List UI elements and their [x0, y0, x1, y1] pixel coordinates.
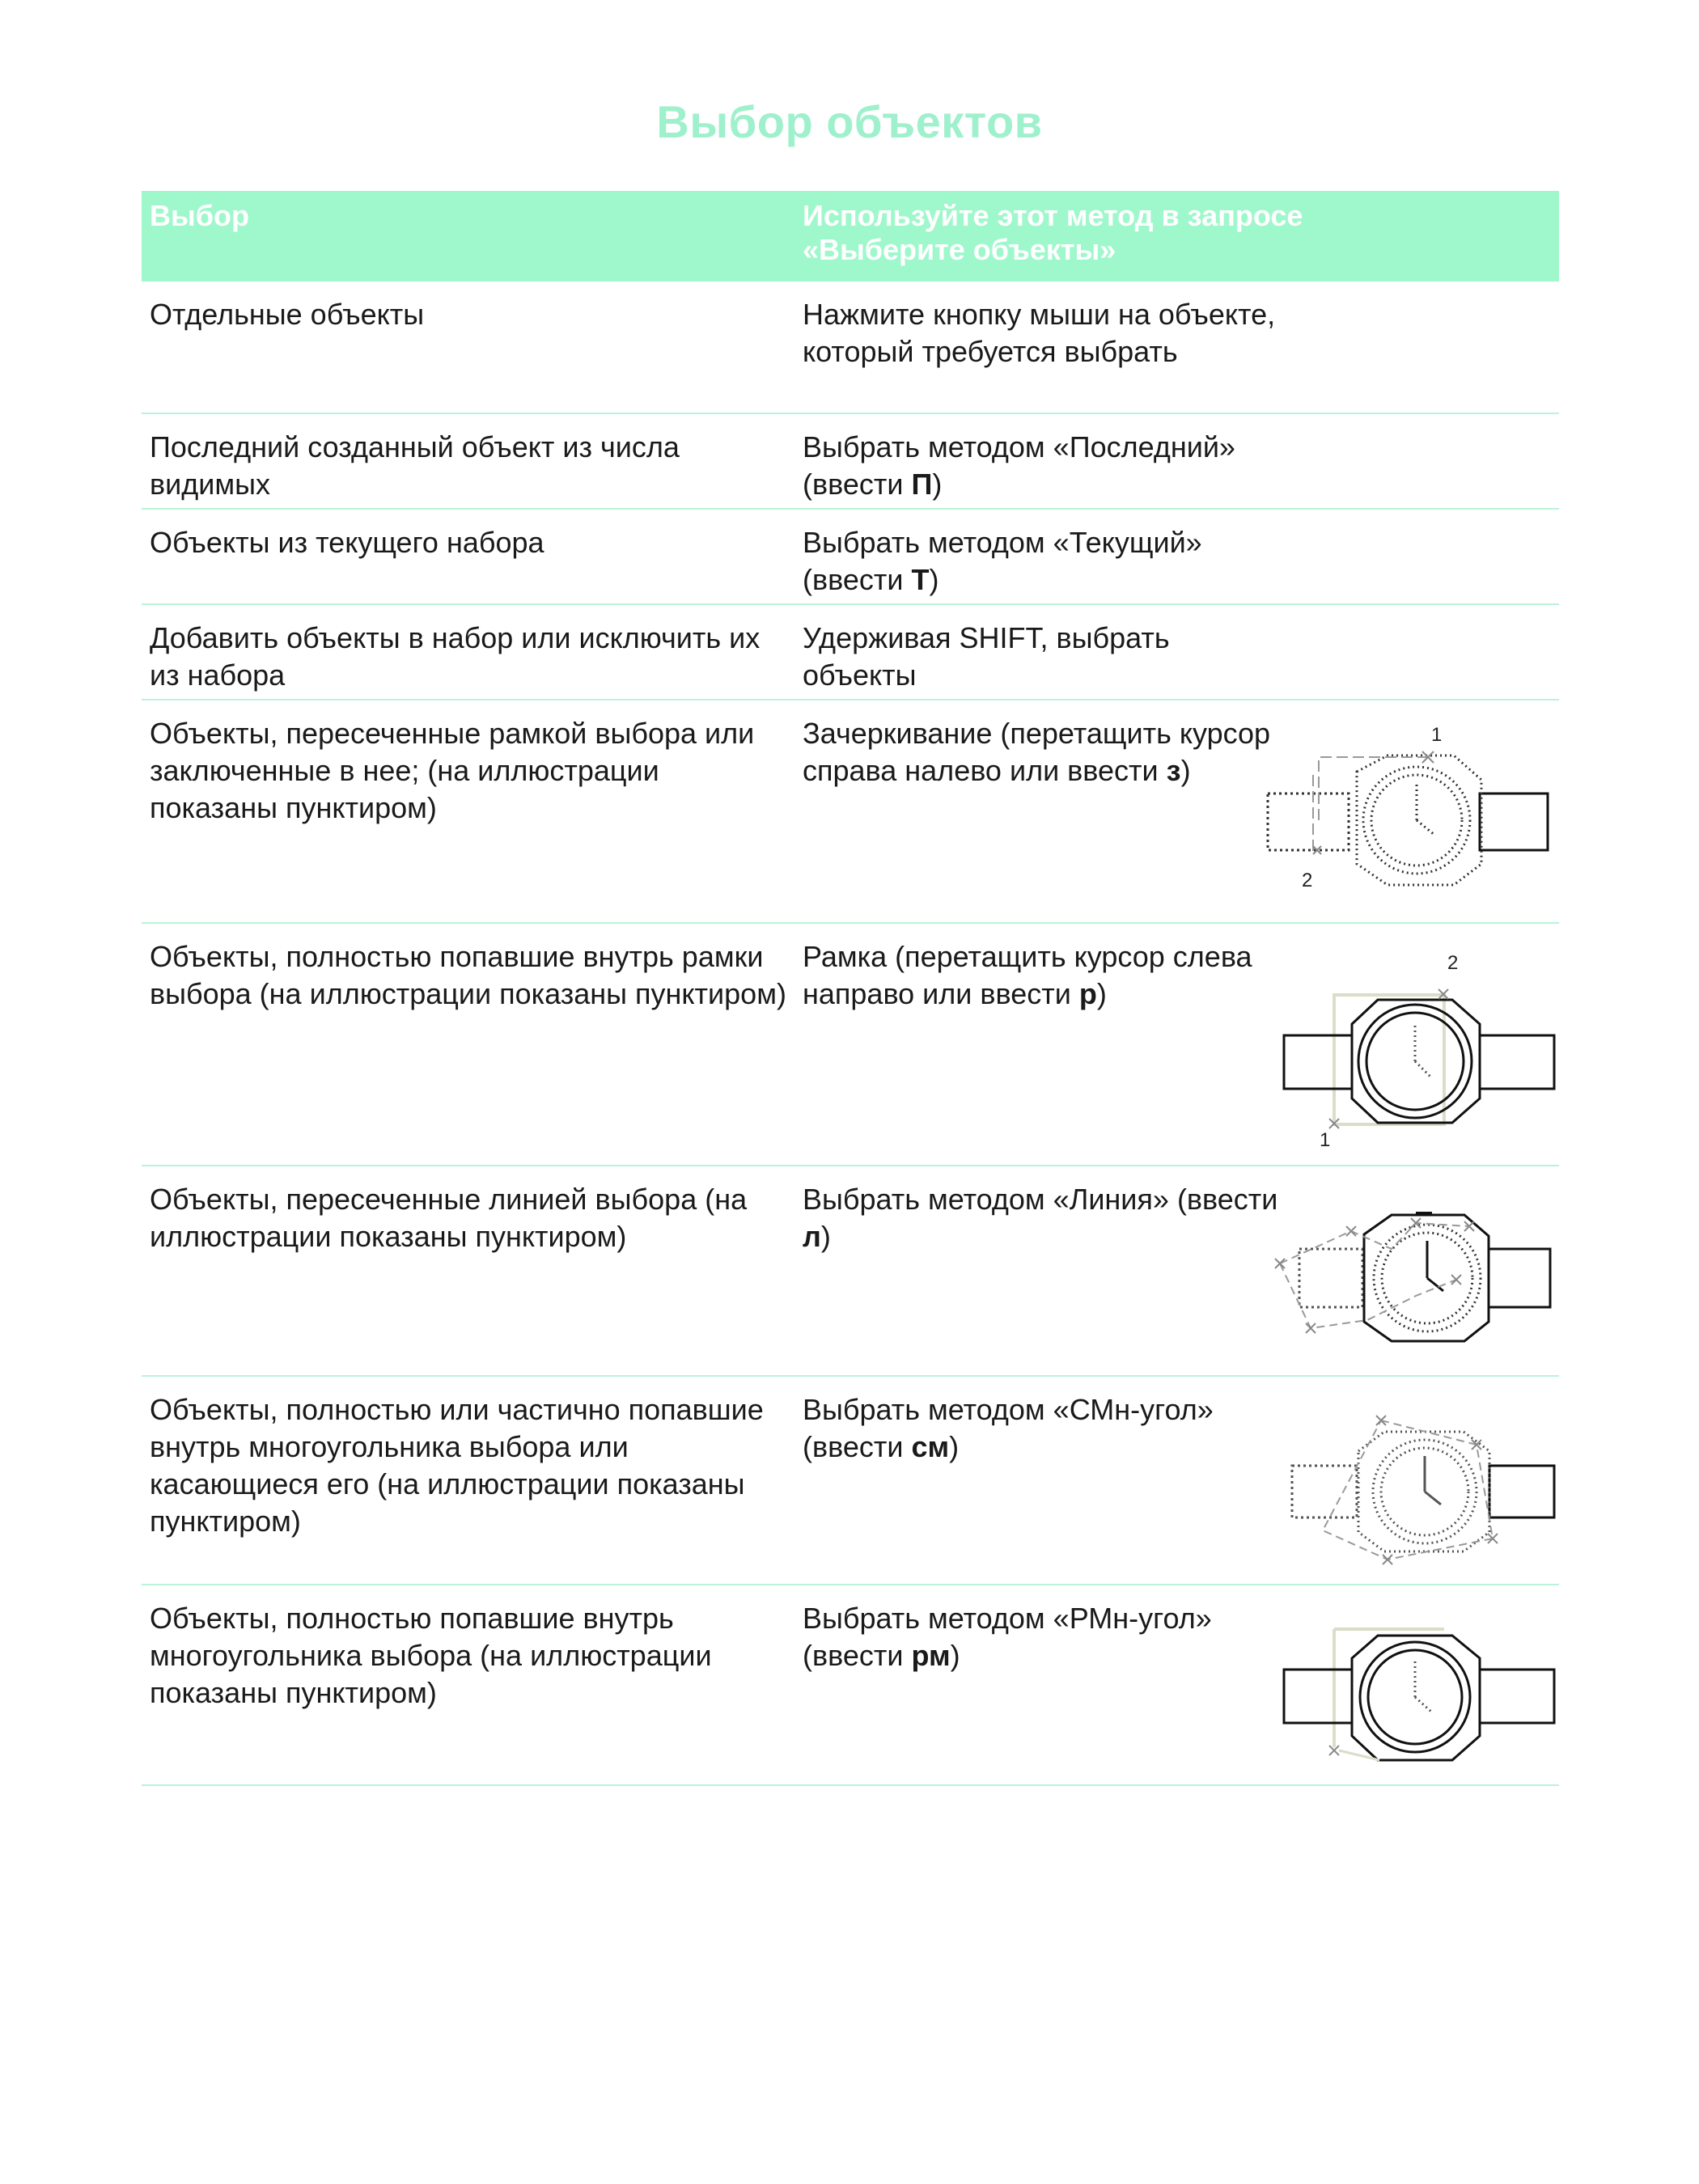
label-corner-2: 2 — [1447, 952, 1459, 974]
method-key: Т — [911, 563, 930, 596]
table-row — [142, 1166, 1559, 1377]
window-watch-illustration — [1282, 946, 1557, 1149]
table-row — [142, 924, 1559, 1166]
table-row — [142, 1377, 1559, 1585]
method-tail: ) — [949, 1430, 960, 1463]
method-cell — [803, 1181, 1288, 1255]
table-row — [142, 605, 1559, 700]
method-key: р — [1078, 977, 1097, 1010]
method-text: Удерживая SHIFT, выбрать объекты — [803, 621, 1170, 692]
method-text: Выбрать методом «СМн-угол» (ввести — [803, 1393, 1214, 1463]
method-tail: ) — [932, 468, 943, 501]
crossing-window-watch-illustration — [1266, 717, 1549, 903]
selection-cell: Отдельные объекты — [150, 298, 425, 331]
fence-watch-illustration — [1270, 1199, 1553, 1361]
selection-table — [142, 191, 1559, 1786]
table-header — [142, 191, 1559, 281]
crossing-polygon-watch-illustration — [1290, 1409, 1557, 1571]
table-row — [142, 510, 1559, 605]
method-key: см — [911, 1430, 950, 1463]
table-row — [142, 414, 1559, 510]
method-cell — [803, 1391, 1288, 1466]
method-key: П — [911, 468, 933, 501]
method-cell — [803, 715, 1288, 789]
window-polygon-watch-illustration — [1282, 1618, 1557, 1780]
method-tail: ) — [820, 1220, 831, 1253]
selection-cell: Объекты, пересеченные рамкой выбора или заключенные в нее; (на иллюстрации показаны пунктиром) — [150, 717, 755, 824]
table-row — [142, 1585, 1559, 1786]
label-corner-1: 1 — [1431, 724, 1443, 746]
selection-cell: Объекты, полностью попавшие внутрь многоугольника выбора (на иллюстрации показаны пунктиром) — [150, 1602, 712, 1709]
method-text: Выбрать методом «РМн-угол» (ввести — [803, 1602, 1212, 1672]
method-cell — [803, 429, 1288, 503]
table-row — [142, 700, 1559, 924]
selection-cell: Добавить объекты в набор или исключить их из набора — [150, 621, 761, 692]
table-row — [142, 281, 1559, 414]
method-text: Рамка (перетащить курсор слева направо или ввести — [803, 940, 1252, 1010]
selection-cell: Объекты из текущего набора — [150, 526, 544, 559]
method-key: рм — [911, 1639, 951, 1672]
header-col-method: Используйте этот метод в запросе «Выберите объекты» — [803, 199, 1303, 266]
selection-cell: Объекты, полностью попавшие внутрь рамки выбора (на иллюстрации показаны пунктиром) — [150, 940, 786, 1010]
page-title: Выбор объектов — [656, 96, 1043, 147]
method-text: Нажмите кнопку мыши на объекте, который требуется выбрать — [803, 298, 1276, 368]
selection-cell: Объекты, полностью или частично попавшие внутрь многоугольника выбора или касающиеся его (на иллюстрации показаны пунктиром) — [150, 1393, 764, 1538]
method-text: Зачеркивание (перетащить курсор справа налево или ввести — [803, 717, 1271, 787]
label-corner-2: 2 — [1302, 870, 1313, 891]
method-cell — [803, 524, 1288, 599]
header-col-selection: Выбор — [150, 199, 249, 232]
method-cell — [803, 296, 1288, 370]
method-key: л — [803, 1220, 821, 1253]
label-corner-1: 1 — [1320, 1129, 1331, 1149]
method-tail: ) — [1180, 754, 1191, 787]
method-cell — [803, 938, 1288, 1013]
method-text: Выбрать методом «Последний» (ввести — [803, 430, 1235, 501]
selection-cell: Последний созданный объект из числа видимых — [150, 430, 680, 501]
method-text: Выбрать методом «Текущий» (ввести — [803, 526, 1202, 596]
method-cell — [803, 1600, 1288, 1674]
method-tail: ) — [929, 563, 939, 596]
method-tail: ) — [1096, 977, 1107, 1010]
selection-cell: Объекты, пересеченные линией выбора (на иллюстрации показаны пунктиром) — [150, 1183, 748, 1253]
method-cell — [803, 620, 1288, 694]
method-key: з — [1166, 754, 1181, 787]
method-tail: ) — [950, 1639, 960, 1672]
method-text: Выбрать методом «Линия» (ввести — [803, 1183, 1278, 1216]
